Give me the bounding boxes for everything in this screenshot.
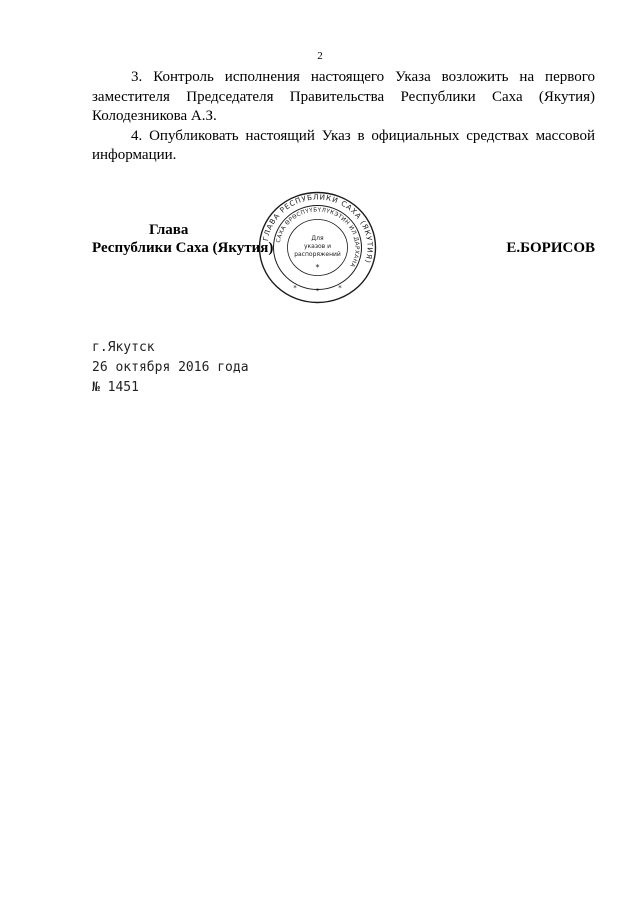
- official-seal-stamp: [255, 190, 380, 305]
- seal-center-line1: Для: [311, 235, 324, 242]
- seal-center-line2: указов и: [303, 243, 332, 250]
- svg-text:*: *: [315, 287, 320, 295]
- svg-text:*: *: [315, 263, 320, 272]
- issue-city: г.Якутск: [92, 340, 155, 355]
- paragraph-3: 3. Контроль исполнения настоящего Указа возложить на первого заместителя Председателя Правительства Республики Саха (Якутия) Колодезникова А.З.: [92, 69, 595, 124]
- seal-outer-text: ГЛАВА РЕСПУБЛИКИ САХА (ЯКУТИЯ): [260, 192, 375, 265]
- svg-text:*: *: [293, 284, 297, 292]
- signer-name: Е.БОРИСОВ: [506, 240, 595, 256]
- seal-inner-text: САХА ӨРӨСПҮҮБҮЛҮКЭТИН ИЛ ДАРХАНА: [275, 207, 360, 269]
- signer-title-line1: Глава: [149, 222, 189, 238]
- page-number: 2: [317, 50, 323, 62]
- paragraph-4: 4. Опубликовать настоящий Указ в официальных средствах массовой информации.: [92, 127, 595, 163]
- svg-text:*: *: [338, 284, 342, 292]
- document-meta: [92, 338, 249, 398]
- decree-body: [92, 68, 595, 166]
- issue-date: 26 октября 2016 года: [92, 360, 249, 375]
- signer-title-line2: Республики Саха (Якутия): [92, 240, 274, 256]
- seal-center-line3: распоряжений: [294, 251, 341, 258]
- decree-number: № 1451: [92, 380, 139, 395]
